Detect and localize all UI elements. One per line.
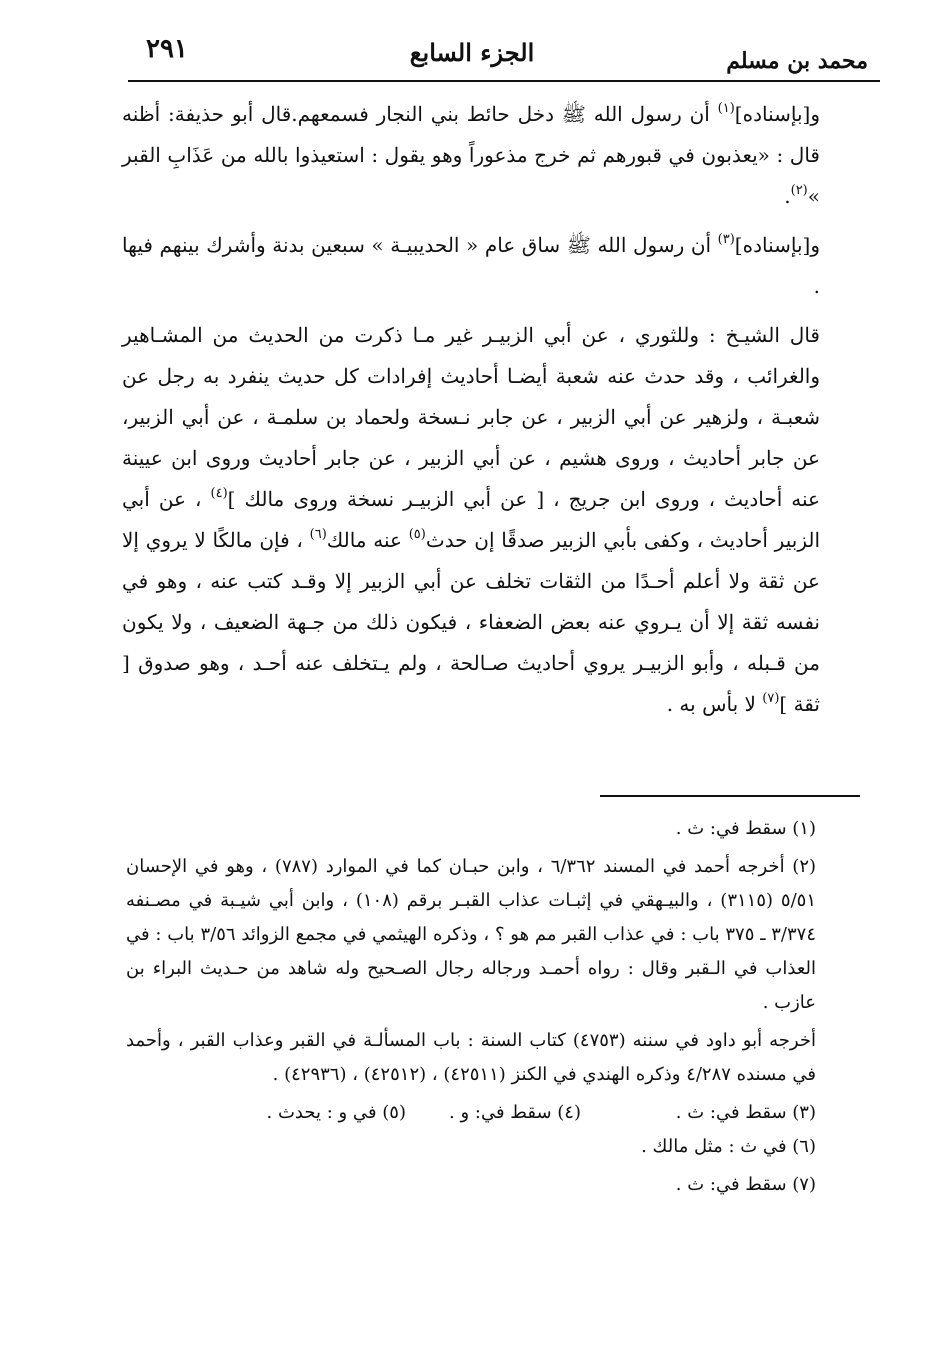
footnote-row-3-5 xyxy=(126,1096,860,1130)
paragraph-1 xyxy=(122,94,860,217)
text-run: عنه مالك xyxy=(326,528,409,552)
paragraph-3 xyxy=(122,315,860,725)
footnote-separator xyxy=(600,795,860,797)
page-number: ٢٩١ xyxy=(146,34,188,64)
footnote-ref: (٦) xyxy=(309,527,327,542)
footnote-ref: (٧) xyxy=(762,691,780,706)
main-text xyxy=(122,94,860,733)
text-run: و[بإسناده] xyxy=(734,233,820,257)
author-header: محمد بن مسلم xyxy=(726,48,868,74)
footnote-3: (٣) سقط في: ث . xyxy=(675,1102,816,1123)
text-run: ، فإن مالكًا لا يروي إلا عن ثقة ولا أعلم أحـدًا من الثقات تخلف عن أبي الزبير إلا وقـد كتب عنه ، وهو في نفسه ثقة إلا أن يـروي عنه بعض الضعفاء ، فيكون ذلك من جـهة الضعيف ، ولا يكون من قـبله ، وأبو الزبيـر يروي أحاديث صـالحة ، ولم يـتخلف عنه أحـد ، وهو صدوق [ ثقة ] xyxy=(122,528,820,716)
running-title: الجزء السابع xyxy=(409,38,535,67)
footnote-4: (٤) سقط في: و . xyxy=(449,1102,581,1123)
footnote-7: (٧) سقط في: ث . xyxy=(675,1174,816,1195)
footnote-5: (٥) في و : يحدث . xyxy=(266,1102,406,1123)
text-run: أن رسول الله ﷺ ساق عام « الحديبيـة » سبعين بدنة وأشرك بينهم فيها . xyxy=(122,233,820,298)
footnote-ref: (٥) xyxy=(408,527,426,542)
footnote-ref: (٢) xyxy=(790,183,808,198)
footnote-2: (٢) أخرجه أحمد في المسند ٦/٣٦٢ ، وابن حبـان كما في الموارد (٧٨٧) ، وهو في الإحسان ٥/٥١ (٣١١٥) ، والبيـهقي في إثبـات عذاب القبـر برقم (١٠٨) ، وابن أبي شيـبة في مصـنفه ٣/٣٧٤ ـ ٣٧٥ باب : في عذاب القبر مم هو ؟ ، وذكره الهيثمي في مجمع الزوائد ٣/٥٦ باب : في العذاب في الـقبر وقال : رواه أحمـد ورجاله رجال الصـحيح وله شاهد من حـديث البراء بن عازب . xyxy=(126,856,817,1013)
text-run: أن رسول الله ﷺ دخل حائط بني النجار فسمعهم.قال أبو حذيفة: أظنه قال : «يعذبون في قبورهم ثم خرج مذعوراً وهو يقول : استعيذوا بالله من عَذَابِ القبر » xyxy=(122,102,820,208)
text-run: و[بإسناده] xyxy=(734,102,820,126)
footnotes xyxy=(126,812,860,1206)
paragraph-2 xyxy=(122,225,860,307)
footnote-1: (١) سقط في: ث . xyxy=(675,818,816,839)
footnote-2-cont: أخرجه أبو داود في سننه (٤٧٥٣) كتاب السنة : باب المسألـة في القبر وعذاب القبر ، وأحمد في مسنده ٤/٢٨٧ وذكره الهندي في الكنز (٤٢٥١١) ، (٤٢٥١٢) ، (٤٢٩٣٦) . xyxy=(126,1030,816,1085)
footnote-ref: (١) xyxy=(717,101,735,116)
text-run: ، عن أبي الزبير أحاديث ، وكفى بأبي الزبير صدقًا إن حدث xyxy=(122,487,821,552)
footnote-ref: (٤) xyxy=(210,486,228,501)
text-run: . xyxy=(784,184,791,208)
footnote-ref: (٣) xyxy=(717,232,735,247)
text-run: لا بأس به . xyxy=(666,692,763,716)
text-run: قال الشيـخ : وللثوري ، عن أبي الزبيـر غير مـا ذكرت من الحديث من المشـاهير والغرائب ، وقد حدث عنه شعبة أيضـا أحاديث إفرادات كل حديث ينفرد به رجل عن شعبـة ، ولزهير عن أبي الزبير ، عن جابر نـسخة ولحماد بن سلمـة ، عن أبي الزبير، عن جابر أحاديث ، وروى هشيم ، عن أبي الزبير ، عن جابر أحاديث وروى ابن عيينة عنه أحاديث ، وروى ابن جريج ، [ عن أبي الزبيـر نسخة وروى مالك ] xyxy=(122,323,820,511)
footnote-6: (٦) في ث : مثل مالك . xyxy=(641,1136,816,1157)
header-rule xyxy=(128,80,880,82)
